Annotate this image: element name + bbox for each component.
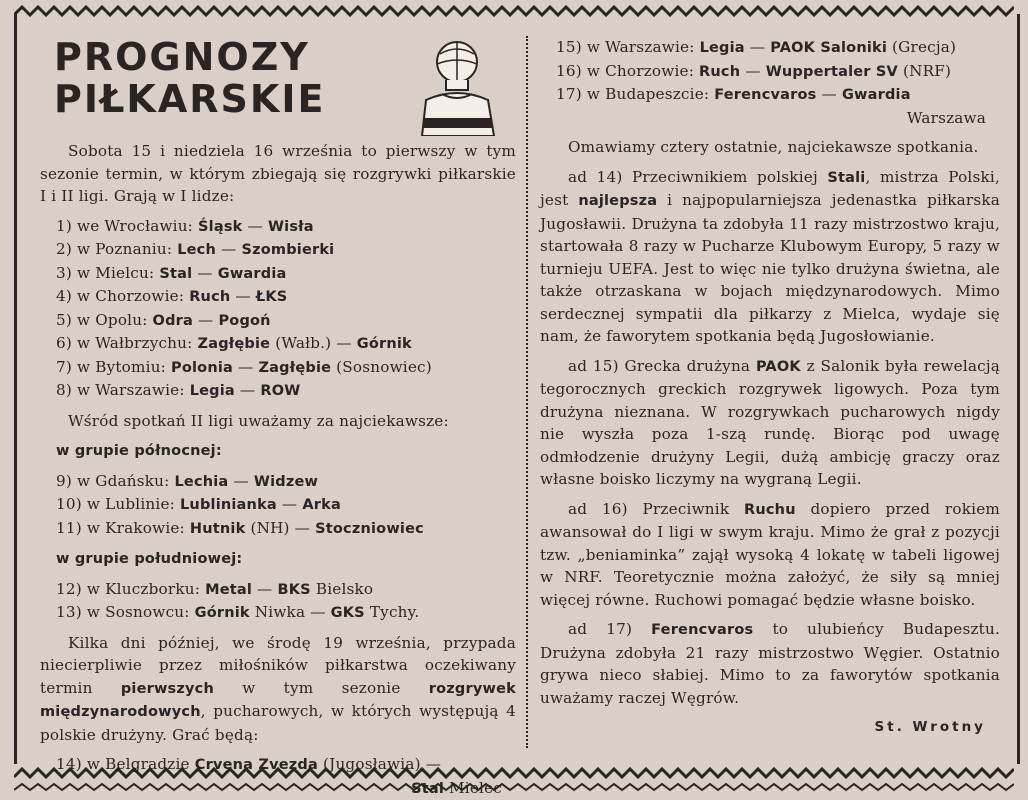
ad17-paragraph: ad 17) Ferencvaros to ulubieńcy Budapesztu. Drużyna zdobyła 21 razy mistrzostwo Węgier. Ostatnio grywa nieco słabiej. Mimo to za faworytów spotkania uważamy raczej Węgrów. bbox=[540, 620, 1000, 707]
footballer-icon bbox=[402, 36, 512, 136]
league1-match: 6) w Wałbrzychu: Zagłębie (Wałb.) — Górnik bbox=[56, 334, 412, 352]
league1-match: 8) w Warszawie: Legia — ROW bbox=[56, 381, 301, 399]
title-line-2: PIŁKARSKIE bbox=[54, 77, 326, 121]
right-column bbox=[540, 36, 1000, 739]
column-divider bbox=[526, 36, 528, 748]
south-list bbox=[40, 578, 516, 625]
ad14-paragraph: ad 14) Przeciwnikiem polskiej Stali, mistrza Polski, jest najlepsza i najpopularniejsza jedenastka piłkarska Jugosławii. Drużyna ta zdobyła 11 razy mistrzostwo kraju, startowała 8 razy w Pucharze Klubowym Europy, 5 razy w turnieju UEFA. Jest to więc nie tylko drużyna świetna, ale także otrzaskana w bojach międzynarodowych. Mimo serdecznej sympatii dla piłkarzy z Mielca, wydaje się nam, że faworytem spotkania będą Jugosłowianie. bbox=[540, 167, 1000, 345]
north-match: 9) w Gdańsku: Lechia — Widzew bbox=[56, 471, 319, 490]
match-15: 15) w Warszawie: Legia — PAOK Saloniki (Grecja) bbox=[556, 38, 957, 56]
north-list bbox=[40, 470, 516, 541]
left-column bbox=[40, 36, 516, 800]
article-title bbox=[54, 36, 325, 120]
title-line-1: PROGNOZY bbox=[54, 35, 310, 79]
group-south-heading: w grupie południowej: bbox=[56, 551, 243, 567]
league2-intro: Wśród spotkań II ligi uważamy za najciekawsze: bbox=[68, 411, 449, 430]
match-14-continued: Stal Mielec bbox=[411, 778, 502, 797]
match-17: 17) w Budapeszcie: Ferencvaros — Gwardia bbox=[556, 85, 911, 103]
league1-list bbox=[40, 215, 516, 403]
league1-match: 1) we Wrocławiu: Śląsk — Wisła bbox=[56, 216, 314, 235]
league1-match: 3) w Mielcu: Stal — Gwardia bbox=[56, 263, 287, 282]
league1-match: 7) w Bytomiu: Polonia — Zagłębie (Sosnowiec) bbox=[56, 357, 432, 376]
ad16-paragraph: ad 16) Przeciwnik Ruchu dopiero przed rokiem awansował do I ligi w swym kraju. Mimo że grał z pozycji tzw. „beniaminka” zajął wysoką 4 lokatę w tabeli ligowej w NRF. Teoretycznie można założyć, że siły są mniej więcej równe. Ruchowi pomagać będzie własne boisko. bbox=[540, 499, 1000, 609]
south-match: 12) w Kluczborku: Metal — BKS Bielsko bbox=[56, 579, 374, 598]
league1-match: 2) w Poznaniu: Lech — Szombierki bbox=[56, 240, 335, 258]
south-match: 13) w Sosnowcu: Górnik Niwka — GKS Tychy. bbox=[56, 603, 420, 621]
north-match: 10) w Lublinie: Lublinianka — Arka bbox=[56, 495, 341, 513]
ad15-paragraph: ad 15) Grecka drużyna PAOK z Salonik była rewelacją tegorocznych greckich rozgrywek ligowych. Poza tym drużyna nieznana. W rozgrywkach pucharowych nigdy nie wyszła poza 1-szą rundę. Biorąc pod uwagę odmłodzenie drużyny Legii, dużą ambicję graczy oraz własne boisko liczymy na wygraną Legii. bbox=[540, 356, 1000, 488]
euro-intro-paragraph: Kilka dni później, we środę 19 września, przypada niecierpliwie przez miłośników piłkarstwa oczekiwany termin pierwszych w tym sezonie rozgrywek międzynarodowych, pucharowych, w których występują 4 polskie drużyny. Grać będą: bbox=[40, 633, 516, 744]
league1-match: 4) w Chorzowie: Ruch — ŁKS bbox=[56, 287, 288, 305]
author-signature: St. Wrotny bbox=[874, 719, 986, 735]
intro-paragraph: Sobota 15 i niedziela 16 września to pierwszy w tym sezonie termin, w którym zbiegają się rozgrywki piłkarskie I i II ligi. Grają w I lidze: bbox=[40, 142, 516, 205]
discuss-paragraph: Omawiamy cztery ostatnie, najciekawsze spotkania. bbox=[568, 138, 979, 156]
title-block bbox=[40, 36, 516, 140]
match-16: 16) w Chorzowie: Ruch — Wuppertaler SV (NRF) bbox=[556, 61, 952, 80]
league1-match: 5) w Opolu: Odra — Pogoń bbox=[56, 310, 271, 329]
match-17-continued: Warszawa bbox=[906, 108, 986, 127]
north-match: 11) w Krakowie: Hutnik (NH) — Stoczniowiec bbox=[56, 518, 424, 537]
match-14: 14) w Belgradzie Crvena Zvezda (Jugosławia) — bbox=[56, 755, 442, 773]
group-north-heading: w grupie północnej: bbox=[56, 443, 222, 459]
